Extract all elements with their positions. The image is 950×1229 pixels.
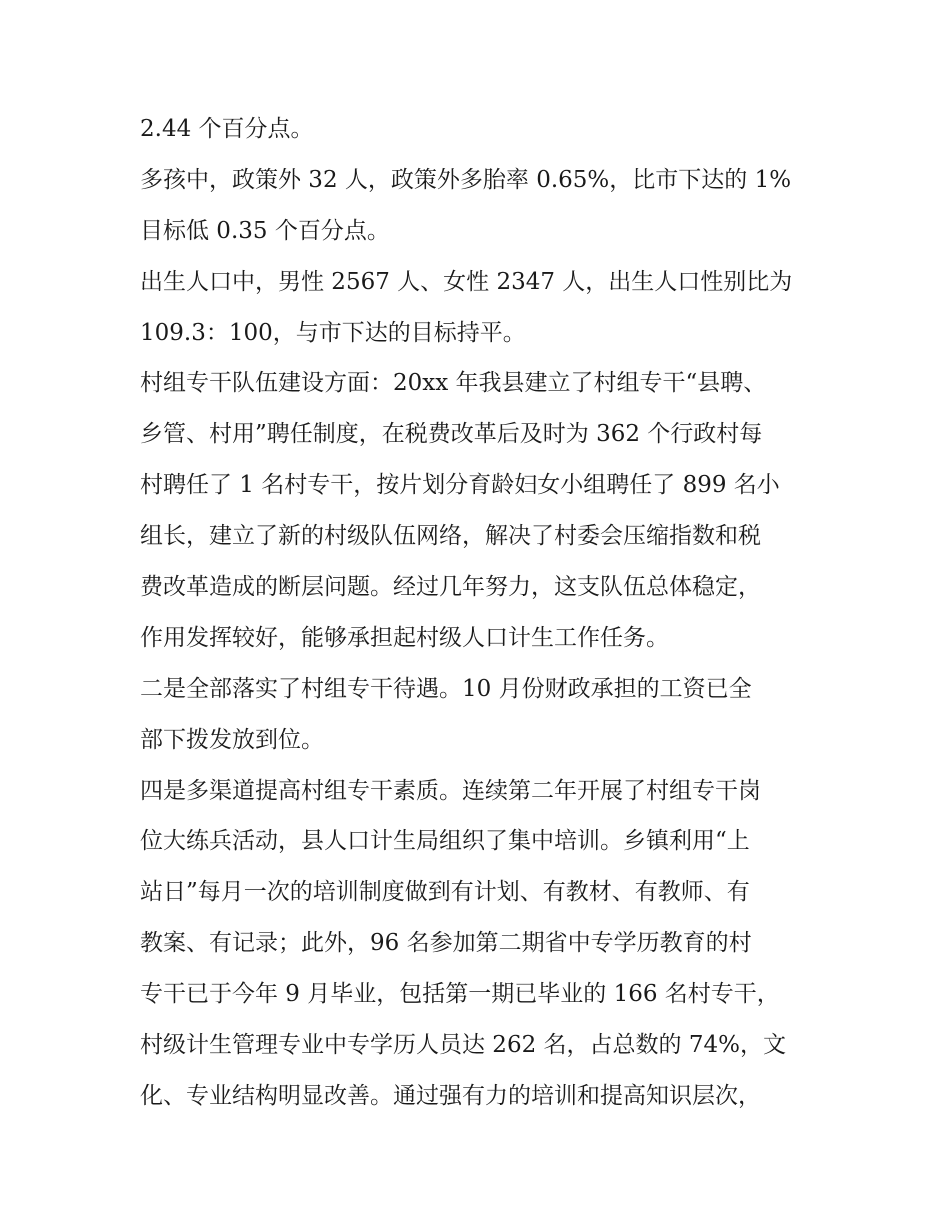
text-line: 教案、有记录；此外，96 名参加第二期省中专学历教育的村 bbox=[140, 930, 752, 957]
text-line: 乡管、村用”聘任制度，在税费改革后及时为 362 个行政村每 bbox=[140, 421, 763, 448]
text-line: 组长，建立了新的村级队伍网络，解决了村委会压缩指数和税 bbox=[140, 523, 761, 550]
text-line: 四是多渠道提高村组专干素质。连续第二年开展了村组专干岗 bbox=[140, 777, 761, 804]
text-line: 部下拨发放到位。 bbox=[140, 726, 324, 753]
text-line: 费改革造成的断层问题。经过几年努力，这支队伍总体稳定， bbox=[140, 574, 761, 601]
text-line: 作用发挥较好，能够承担起村级人口计生工作任务。 bbox=[140, 624, 669, 651]
text-line: 村聘任了 1 名村专干，按片划分育龄妇女小组聘任了 899 名小 bbox=[140, 472, 780, 499]
text-line: 专干已于今年 9 月毕业，包括第一期已毕业的 166 名村专干， bbox=[140, 981, 780, 1008]
text-line: 目标低 0.35 个百分点。 bbox=[140, 217, 390, 244]
text-line: 村组专干队伍建设方面：20xx 年我县建立了村组专干“县聘、 bbox=[140, 370, 767, 397]
text-line: 化、专业结构明显改善。通过强有力的培训和提高知识层次， bbox=[140, 1082, 761, 1109]
text-line: 2.44 个百分点。 bbox=[140, 116, 314, 142]
text-line: 村级计生管理专业中专学历人员达 262 名，占总数的 74%，文 bbox=[140, 1032, 786, 1059]
text-line: 109.3：100，与市下达的目标持平。 bbox=[140, 319, 526, 346]
text-line: 多孩中，政策外 32 人，政策外多胎率 0.65%，比市下达的 1% bbox=[140, 166, 792, 193]
text-line: 出生人口中，男性 2567 人、女性 2347 人，出生人口性别比为 bbox=[140, 268, 793, 295]
text-line: 二是全部落实了村组专干待遇。10 月份财政承担的工资已全 bbox=[140, 675, 752, 702]
text-line: 站日”每月一次的培训制度做到有计划、有教材、有教师、有 bbox=[140, 879, 750, 906]
text-line: 位大练兵活动，县人口计生局组织了集中培训。乡镇利用“上 bbox=[140, 828, 750, 855]
document-body bbox=[140, 104, 815, 1122]
